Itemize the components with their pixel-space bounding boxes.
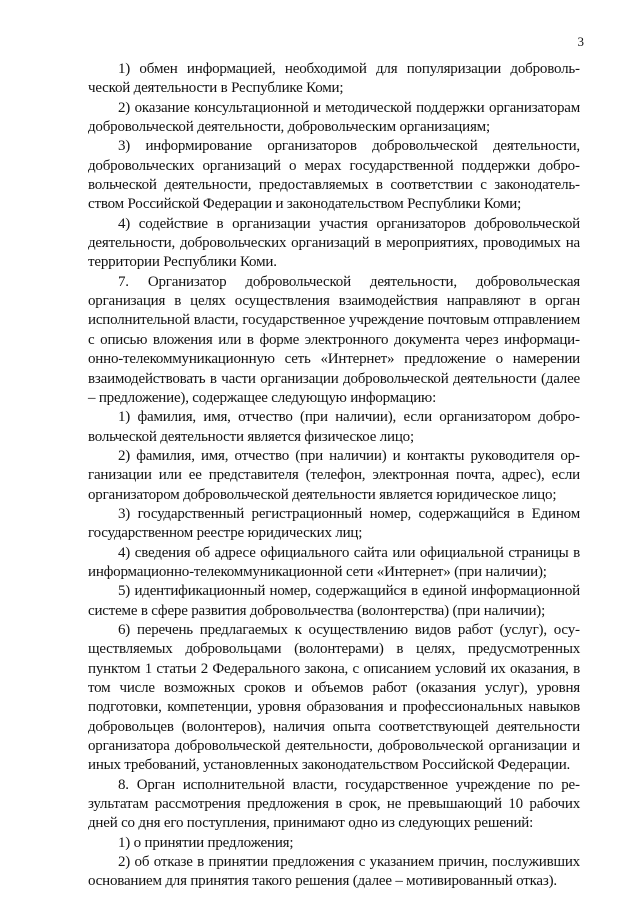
- paragraph-item-2-consulting-support: 2) оказание консультационной и методической поддержки организаторам добровольческой деятельности, добровольческим организациям;: [88, 99, 580, 136]
- paragraph-item-5-identification-number: 5) идентификационный номер, содержащийся в единой информационной системе в сфере развития добровольчества (волонтерства) (при наличии);: [88, 583, 580, 619]
- page-number: 3: [577, 34, 584, 49]
- paragraph-section-8-decision: 8. Орган исполнительной власти, государственное учреждение по результатам рассмотрения предложения в срок, не превышающий 10 рабочих дней со дня его поступления, принимают одно из следующих решений:: [88, 776, 580, 832]
- paragraph-item-4-website: 4) сведения об адресе официального сайта или официальной страницы в информационно-телекоммуникационной сети «Интернет» (при наличии);: [88, 544, 580, 580]
- paragraph-decision-refuse: 2) об отказе в принятии предложения с указанием причин, послуживших основанием для принятия такого решения (далее – мотивированный отказ).: [88, 854, 580, 890]
- paragraph-item-2-organization-contacts: 2) фамилия, имя, отчество (при наличии) и контакты руководителя организации или ее представителя (телефон, электронная почта, адрес), если организатором добровольческой деятельности является юридическое лицо;: [88, 447, 580, 503]
- paragraph-item-6-works-list: 6) перечень предлагаемых к осуществлению видов работ (услуг), осуществляемых добровольцами (волонтерами) в целях, предусмотренных пунктом 1 статьи 2 Федерального закона, с описанием условий их оказания, в том числе возможных сроков и объемов работ (оказания услуг), уровня подготовки, компетенции, уровня образования и профессиональных навыков добровольцев (волонтеров), наличия опыта соответствующей деятельности организатора добровольческой деятельности, добровольческой организации и иных требований, установленных законодательством Российской Федерации.: [88, 621, 580, 774]
- paragraph-item-4-event-participation: 4) содействие в организации участия организаторов добровольческой деятельности, добровольческих организаций в мероприятиях, проводимых на территории Республики Коми.: [88, 215, 580, 271]
- document-body: [88, 60, 580, 892]
- paragraph-item-3-registration-number: 3) государственный регистрационный номер, содержащийся в Едином государственном реестре юридических лиц;: [88, 505, 580, 542]
- paragraph-decision-accept: 1) о принятии предложения;: [118, 834, 294, 851]
- paragraph-item-3-state-support-information: 3) информирование организаторов добровольческой деятельности, добровольческих организаций о мерах государственной поддержки добровольческой деятельности, предоставляемых в соответствии с законодательством Российской Федерации и законодательством Республики Коми;: [88, 138, 580, 213]
- paragraph-item-1-individual-name: 1) фамилия, имя, отчество (при наличии), если организатором добровольческой деятельности является физическое лицо;: [88, 409, 580, 445]
- paragraph-item-1-information-exchange: 1) обмен информацией, необходимой для популяризации добровольческой деятельности в Республике Коми;: [88, 61, 580, 97]
- paragraph-section-7-proposal: 7. Организатор добровольческой деятельности, добровольческая организация в целях осуществления взаимодействия направляют в орган исполнительной власти, государственное учреждение почтовым отправлением с описью вложения или в форме электронного документа через информационно-телекоммуникационную сеть «Интернет» предложение о намерении взаимодействовать в части организации добровольческой деятельности (далее – предложение), содержащее следующую информацию:: [88, 273, 580, 406]
